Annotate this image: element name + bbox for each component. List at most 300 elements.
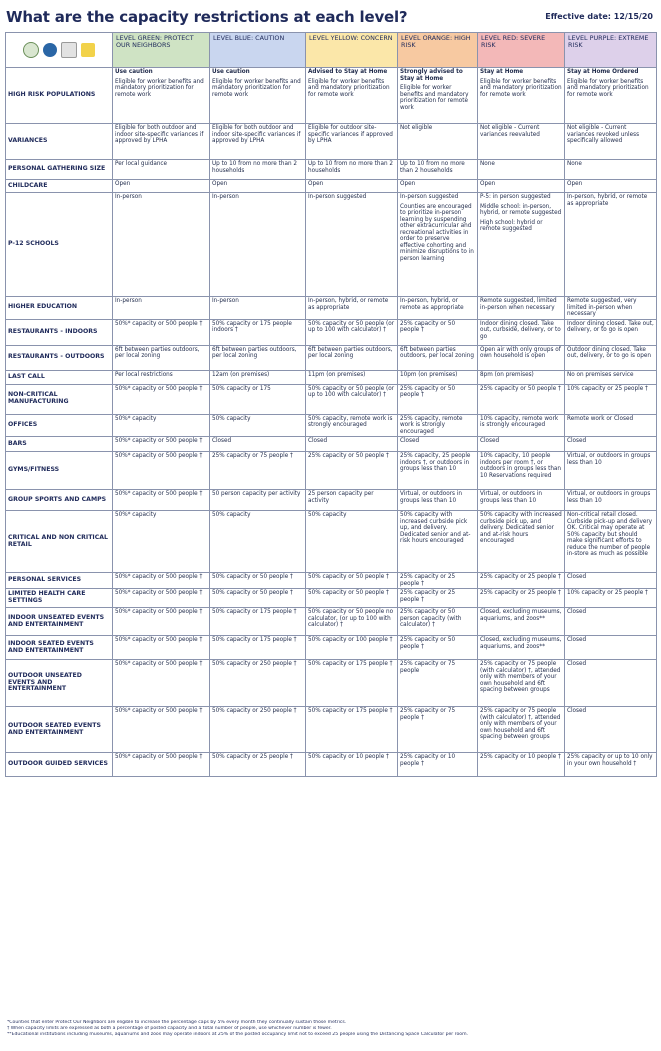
cell-text: None [567,161,582,167]
cell-text: Closed [567,609,587,615]
table-cell [113,370,210,384]
cell-text: Open [308,181,324,187]
table-cell [210,384,306,414]
table-cell [306,511,398,573]
table-cell [565,370,657,384]
cell-text: Closed [567,661,587,667]
table-cell [210,319,306,345]
table-row [6,160,657,180]
cell-text: Use caution [115,69,153,75]
cell-text: In-person, hybrid, or remote as appropriate [400,298,464,311]
cell-text: 50%* capacity or 500 people † [115,754,203,760]
table-cell [113,124,210,160]
level-green-header: LEVEL GREEN: PROTECT OUR NEIGHBORS [113,33,210,68]
table-cell [306,608,398,636]
cell-text: Not eligible [400,125,433,131]
table-cell [565,297,657,320]
cell-text: In-person [115,194,142,200]
table-cell [306,490,398,511]
cell-text: Closed [400,438,420,444]
table-cell [398,180,478,193]
cell-text: 25% capacity or 25 people † [400,590,456,603]
table-cell [565,193,657,297]
table-row [6,68,657,124]
cell-text: Eligible for worker benefits and mandatory prioritization for remote work [480,78,562,98]
cell-text: Not eligible - Current variances reevaluted [480,125,540,138]
row-label: GROUP SPORTS AND CAMPS [6,490,113,511]
cell-text: Virtual, or outdoors in groups less than 10 [480,491,543,504]
cell-text: 25% capacity or 75 people [400,661,456,674]
footnote: *Counties that enter Protect Our Neighbors are eligible to increase the percentage caps by 5% every month they continually sustain those metrics. [7,1020,347,1025]
cell-text: Strongly advised to Stay at Home [400,69,463,82]
table-cell [210,589,306,608]
table-cell [113,490,210,511]
cell-text: 50%* capacity or 500 people † [115,453,203,459]
table-cell [113,414,210,437]
table-cell [478,452,565,490]
row-label: PERSONAL GATHERING SIZE [6,160,113,180]
cell-text: Open [480,181,496,187]
row-label: HIGH RISK POPULATIONS [6,68,113,124]
table-cell [210,345,306,370]
table-cell [113,589,210,608]
table-cell [565,608,657,636]
cell-text: Middle school: in-person, hybrid, or remote suggested [480,203,562,216]
table-cell [565,753,657,777]
table-cell [565,589,657,608]
cell-text: Per local restrictions [115,371,173,378]
table-cell [306,160,398,180]
table-cell [478,589,565,608]
cell-text: 25% capacity or 50 person capacity (with calculator) † [400,609,462,628]
table-row [6,345,657,370]
cell-text: 50%* capacity or 500 people † [115,661,203,667]
table-cell [478,384,565,414]
table-cell [565,124,657,160]
cell-text: 50% capacity or 250 people † [212,708,297,714]
table-cell [113,437,210,452]
table-cell [306,573,398,589]
table-cell [210,160,306,180]
table-cell [210,573,306,589]
table-cell [113,345,210,370]
row-label: HIGHER EDUCATION [6,297,113,320]
cell-text: In-person [212,194,239,200]
table-cell [398,589,478,608]
cell-text: 12am (on premises) [212,371,270,378]
table-cell [398,370,478,384]
row-label: INDOOR UNSEATED EVENTS AND ENTERTAINMENT [6,608,113,636]
table-cell [306,707,398,753]
cell-text: Outdoor dining closed. Take out, delivery, or to go is open [567,346,651,359]
table-row [6,660,657,707]
cell-text: High school: hybrid or remote suggested [480,219,543,232]
table-cell [113,180,210,193]
table-row [6,608,657,636]
cell-text: 25% capacity or 50 people † [400,637,456,650]
cell-text: Open [567,181,583,187]
table-cell [210,180,306,193]
table-row [6,573,657,589]
table-cell [398,573,478,589]
table-cell [565,573,657,589]
table-cell [306,660,398,707]
cell-text: Up to 10 from no more than 2 households [400,161,465,174]
cell-text: Eligible for worker benefits and mandatory prioritization for remote work [400,85,469,111]
cell-text: Virtual, or outdoors in groups less than 10 [567,491,651,504]
table-cell [565,452,657,490]
table-cell [113,68,210,124]
cell-text: 50 person capacity per activity [212,491,301,497]
cell-text: Remote suggested, limited in-person when necessary [480,298,557,311]
cell-text: 50% capacity, remote work is strongly encouraged [308,415,393,428]
table-cell [210,636,306,660]
cell-text: 50% capacity or 175 people indoors † [212,320,292,333]
table-cell [398,636,478,660]
row-label: OUTDOOR GUIDED SERVICES [6,753,113,777]
table-cell [113,452,210,490]
cell-text: 25% capacity or 10 people † [480,754,561,760]
cell-text: Eligible for both outdoor and indoor site-specific variances if approved by LPHA [115,125,204,144]
cell-text: Open [212,181,228,187]
cell-text: 50%* capacity or 500 people † [115,385,203,392]
cell-text: 50% capacity or 175 people † [308,708,393,714]
row-label: INDOOR SEATED EVENTS AND ENTERTAINMENT [6,636,113,660]
table-cell [478,124,565,160]
table-cell [478,193,565,297]
table-cell [565,345,657,370]
row-label: RESTAURANTS - INDOORS [6,319,113,345]
cell-text: Not eligible - Current variances revoked unless specifically allowed [567,125,640,144]
row-label: LAST CALL [6,370,113,384]
cell-text: 25% capacity or 10 people † [400,754,456,767]
cell-text: 10% capacity, remote work is strongly encouraged [480,415,559,428]
cell-text: Open air with only groups of own household is open [480,346,561,359]
cell-text: Closed [308,438,328,444]
table-cell [565,384,657,414]
cell-text: 25% capacity or 25 people † [480,574,561,580]
table-cell [565,180,657,193]
cell-text: 50% capacity or 175 [212,385,271,392]
table-cell [113,573,210,589]
row-label: CRITICAL AND NON CRITICAL RETAIL [6,511,113,573]
row-label: NON-CRITICAL MANUFACTURING [6,384,113,414]
table-cell [113,511,210,573]
table-cell [565,511,657,573]
table-row [6,589,657,608]
table-cell [113,384,210,414]
cell-text: 50% capacity or 100 people † [308,637,393,643]
cell-text: Non-critical retail closed. Curbside pick-up and delivery OK. Critical may operate at 50% capacity but should make significant efforts to reduce the number of people in-store as much as possible [567,512,653,557]
table-row [6,384,657,414]
cell-text: Eligible for outdoor site-specific variances if approved by LPHA [308,125,393,144]
page-title: What are the capacity restrictions at each level? [6,8,408,26]
table-row [6,636,657,660]
table-cell [306,319,398,345]
table-cell [565,437,657,452]
level-red-header: LEVEL RED: SEVERE RISK [478,33,565,68]
cell-text: 50% capacity or 175 people † [308,661,393,667]
row-label: OUTDOOR UNSEATED EVENTS AND ENTERTAINMENT [6,660,113,707]
logo-cell [6,33,113,68]
table-cell [398,437,478,452]
cell-text: 50% capacity [212,512,251,518]
table-cell [398,753,478,777]
table-cell [306,636,398,660]
table-cell [306,753,398,777]
cell-text: Virtual, or outdoors in groups less than 10 [400,491,463,504]
cell-text: 6ft between parties outdoors, per local zoning [400,346,474,359]
level-header-row [6,33,657,68]
cell-text: Eligible for worker benefits and mandatory prioritization for remote work [115,78,204,98]
table-cell [306,124,398,160]
table-cell [398,345,478,370]
table-cell [210,437,306,452]
table-cell [210,660,306,707]
cell-text: 25% capacity or up to 10 only in your own household † [567,754,653,767]
cell-text: 25% capacity or 25 people † [480,590,561,596]
page-header [0,0,661,30]
cell-text: 10% capacity or 25 people † [567,590,648,596]
table-cell [306,345,398,370]
cell-text: Open [400,181,416,187]
table-cell [306,68,398,124]
table-cell [210,414,306,437]
table-row [6,490,657,511]
level-yellow-header: LEVEL YELLOW: CONCERN [306,33,398,68]
cell-text: 50% capacity or 175 people † [212,609,297,615]
table-cell [398,68,478,124]
cell-text: 10% capacity or 25 people † [567,385,648,392]
table-row [6,437,657,452]
cell-text: 50%* capacity or 500 people † [115,320,203,327]
cell-text: 50% capacity [212,415,251,422]
table-cell [306,297,398,320]
cell-text: Up to 10 from no more than 2 households [212,161,297,174]
cell-text: 50% capacity or 50 people (or up to 100 with calculator) † [308,385,395,398]
cell-text: 50% capacity with increased curbside pick up, and delivery. Dedicated senior and at-risk hours encouraged [480,512,562,544]
cell-text: 50%* capacity [115,512,157,518]
cell-text: 8pm (on premises) [480,371,534,378]
table-cell [210,297,306,320]
cell-text: 50% capacity or 50 people † [308,590,389,596]
table-cell [565,490,657,511]
table-cell [210,753,306,777]
table-cell [478,608,565,636]
table-cell [113,160,210,180]
cell-text: P-5: in person suggested [480,194,551,200]
table-cell [306,589,398,608]
cell-text: Closed [567,708,587,714]
cell-text: 50%* capacity or 500 people † [115,708,203,714]
cell-text: 25% capacity or 50 people † [308,453,389,459]
cell-text: Indoor dining closed. Take out, delivery, or to go is open [567,320,654,333]
cell-text: No on premises service [567,371,634,378]
cell-text: Closed, excluding museums, aquariums, and zoos** [480,609,562,622]
table-cell [478,660,565,707]
globe-logo-icon [43,43,57,57]
cell-text: Closed, excluding museums, aquariums, and zoos** [480,637,562,650]
row-label: P-12 SCHOOLS [6,193,113,297]
cell-text: Closed [567,438,587,444]
table-cell [478,414,565,437]
table-cell [113,707,210,753]
table-cell [306,384,398,414]
cell-text: Eligible for worker benefits and mandatory prioritization for remote work [567,78,649,98]
table-cell [113,319,210,345]
table-cell [565,68,657,124]
cell-text: In-person suggested [308,194,367,200]
cell-text: Eligible for both outdoor and indoor site-specific variances if approved by LPHA [212,125,301,144]
table-cell [478,68,565,124]
cell-text: Closed [567,574,587,580]
table-cell [306,414,398,437]
table-cell [210,124,306,160]
table-cell [398,193,478,297]
table-row [6,511,657,573]
cell-text: 11pm (on premises) [308,371,366,378]
table-cell [398,384,478,414]
table-cell [478,707,565,753]
cell-text: 25% capacity or 75 people (with calculator) †, attended only with members of your own household and 6ft spacing between groups [480,661,561,693]
restrictions-table [5,32,657,777]
cell-text: In-person, hybrid, or remote as appropriate [308,298,389,311]
table-cell [210,608,306,636]
cell-text: 25% capacity, remote work is strongly encouraged [400,415,463,435]
table-cell [565,660,657,707]
school-logo-icon [81,43,95,57]
table-row [6,707,657,753]
table-cell [398,660,478,707]
cell-text: 50% capacity or 175 people † [212,637,297,643]
cell-text: 25% capacity or 25 people † [400,574,456,587]
cell-text: 50% capacity or 50 people † [212,574,293,580]
table-cell [398,608,478,636]
row-label: PERSONAL SERVICES [6,573,113,589]
row-label: BARS [6,437,113,452]
cell-text: 50% capacity or 10 people † [308,754,389,760]
cell-text: 50%* capacity or 500 people † [115,574,203,580]
cell-text: Use caution [212,69,250,75]
cell-text: 50%* capacity or 500 people † [115,590,203,596]
table-cell [306,370,398,384]
table-cell [398,490,478,511]
cell-text: 6ft between parties outdoors, per local zoning [212,346,297,359]
table-row [6,297,657,320]
table-cell [398,452,478,490]
table-row [6,414,657,437]
table-row [6,370,657,384]
table-cell [478,319,565,345]
table-row [6,124,657,160]
table-cell [478,160,565,180]
row-label: GYMS/FITNESS [6,452,113,490]
table-cell [113,193,210,297]
table-cell [478,437,565,452]
cell-text: 6ft between parties outdoors, per local zoning [115,346,200,359]
cell-text: Per local guidance [115,161,168,167]
table-cell [478,345,565,370]
table-row [6,753,657,777]
table-row [6,180,657,193]
cell-text: 10% capacity, 10 people indoors per room †, or outdoors in groups less than 10 Reservations required [480,453,562,479]
cell-text: 50% capacity or 250 people † [212,661,297,667]
effective-date: Effective date: 12/15/20 [545,12,653,21]
cell-text: Up to 10 from no more than 2 households [308,161,393,174]
cell-text: 25% capacity or 75 people (with calculator) †, attended only with members of your own household and 6ft spacing between groups [480,708,561,740]
cell-text: Stay at Home [480,69,524,75]
cell-text: Closed [480,438,500,444]
cell-text: 25 person capacity per activity [308,491,374,504]
cell-text: In-person [115,298,142,304]
cell-text: 25% capacity or 50 people † [400,320,456,333]
table-cell [113,608,210,636]
table-cell [398,511,478,573]
cell-text: 50% capacity or 50 people † [212,590,293,596]
cell-text: Virtual, or outdoors in groups less than 10 [567,453,651,466]
cell-text: None [480,161,495,167]
cell-text: Remote suggested, very limited in-person when necessary [567,298,637,317]
footnote: † When capacity limits are expressed as both a percentage of posted capacity and a total number of people, use whichever number is fewer. [7,1026,332,1031]
table-cell [478,297,565,320]
cell-text: Closed [567,637,587,643]
table-cell [478,753,565,777]
table-cell [210,490,306,511]
table-cell [210,707,306,753]
table-cell [210,511,306,573]
table-cell [565,414,657,437]
table-cell [306,452,398,490]
leaf-logo-icon [23,42,39,58]
cell-text: 50%* capacity or 500 people † [115,491,203,497]
table-cell [398,124,478,160]
level-orange-header: LEVEL ORANGE: HIGH RISK [398,33,478,68]
table-cell [478,180,565,193]
table-cell [210,452,306,490]
table-cell [113,660,210,707]
cell-text: 50%* capacity [115,415,157,422]
table-cell [565,636,657,660]
table-cell [306,180,398,193]
table-cell [398,319,478,345]
cell-text: 25% capacity or 75 people † [212,453,293,459]
cell-text: 6ft between parties outdoors, per local zoning [308,346,393,359]
cell-text: 25% capacity or 50 people † [400,385,456,398]
cell-text: 50% capacity with increased curbside pick up, and delivery. Dedicated senior and at-risk hours encouraged [400,512,471,544]
row-label: LIMITED HEALTH CARE SETTINGS [6,589,113,608]
cell-text: Remote work or Closed [567,415,634,422]
cell-text: 50%* capacity or 500 people † [115,438,203,444]
table-cell [478,370,565,384]
table-cell [565,160,657,180]
table-cell [113,636,210,660]
cell-text: 50% capacity or 50 people no calculator, (or up to 100 with calculator) † [308,609,394,628]
table-row [6,193,657,297]
row-label: OFFICES [6,414,113,437]
cell-text: Counties are encouraged to prioritize in-person learning by suspending other extracurricular and recreational activities in order to preserve effective cohorting and minimize disruptions to in person learning [400,203,474,262]
cell-text: 50% capacity [308,512,347,518]
building-logo-icon [61,42,77,58]
cell-text: 25% capacity or 50 people † [480,385,561,392]
cell-text: In-person [212,298,239,304]
cell-text: Eligible for worker benefits and mandatory prioritization for remote work [212,78,301,98]
footnotes [7,1020,655,1038]
cell-text: 10pm (on premises) [400,371,458,378]
cell-text: 50%* capacity or 500 people † [115,609,203,615]
cell-text: Stay at Home Ordered [567,69,639,75]
restrictions-body [6,68,657,777]
row-label: RESTAURANTS - OUTDOORS [6,345,113,370]
